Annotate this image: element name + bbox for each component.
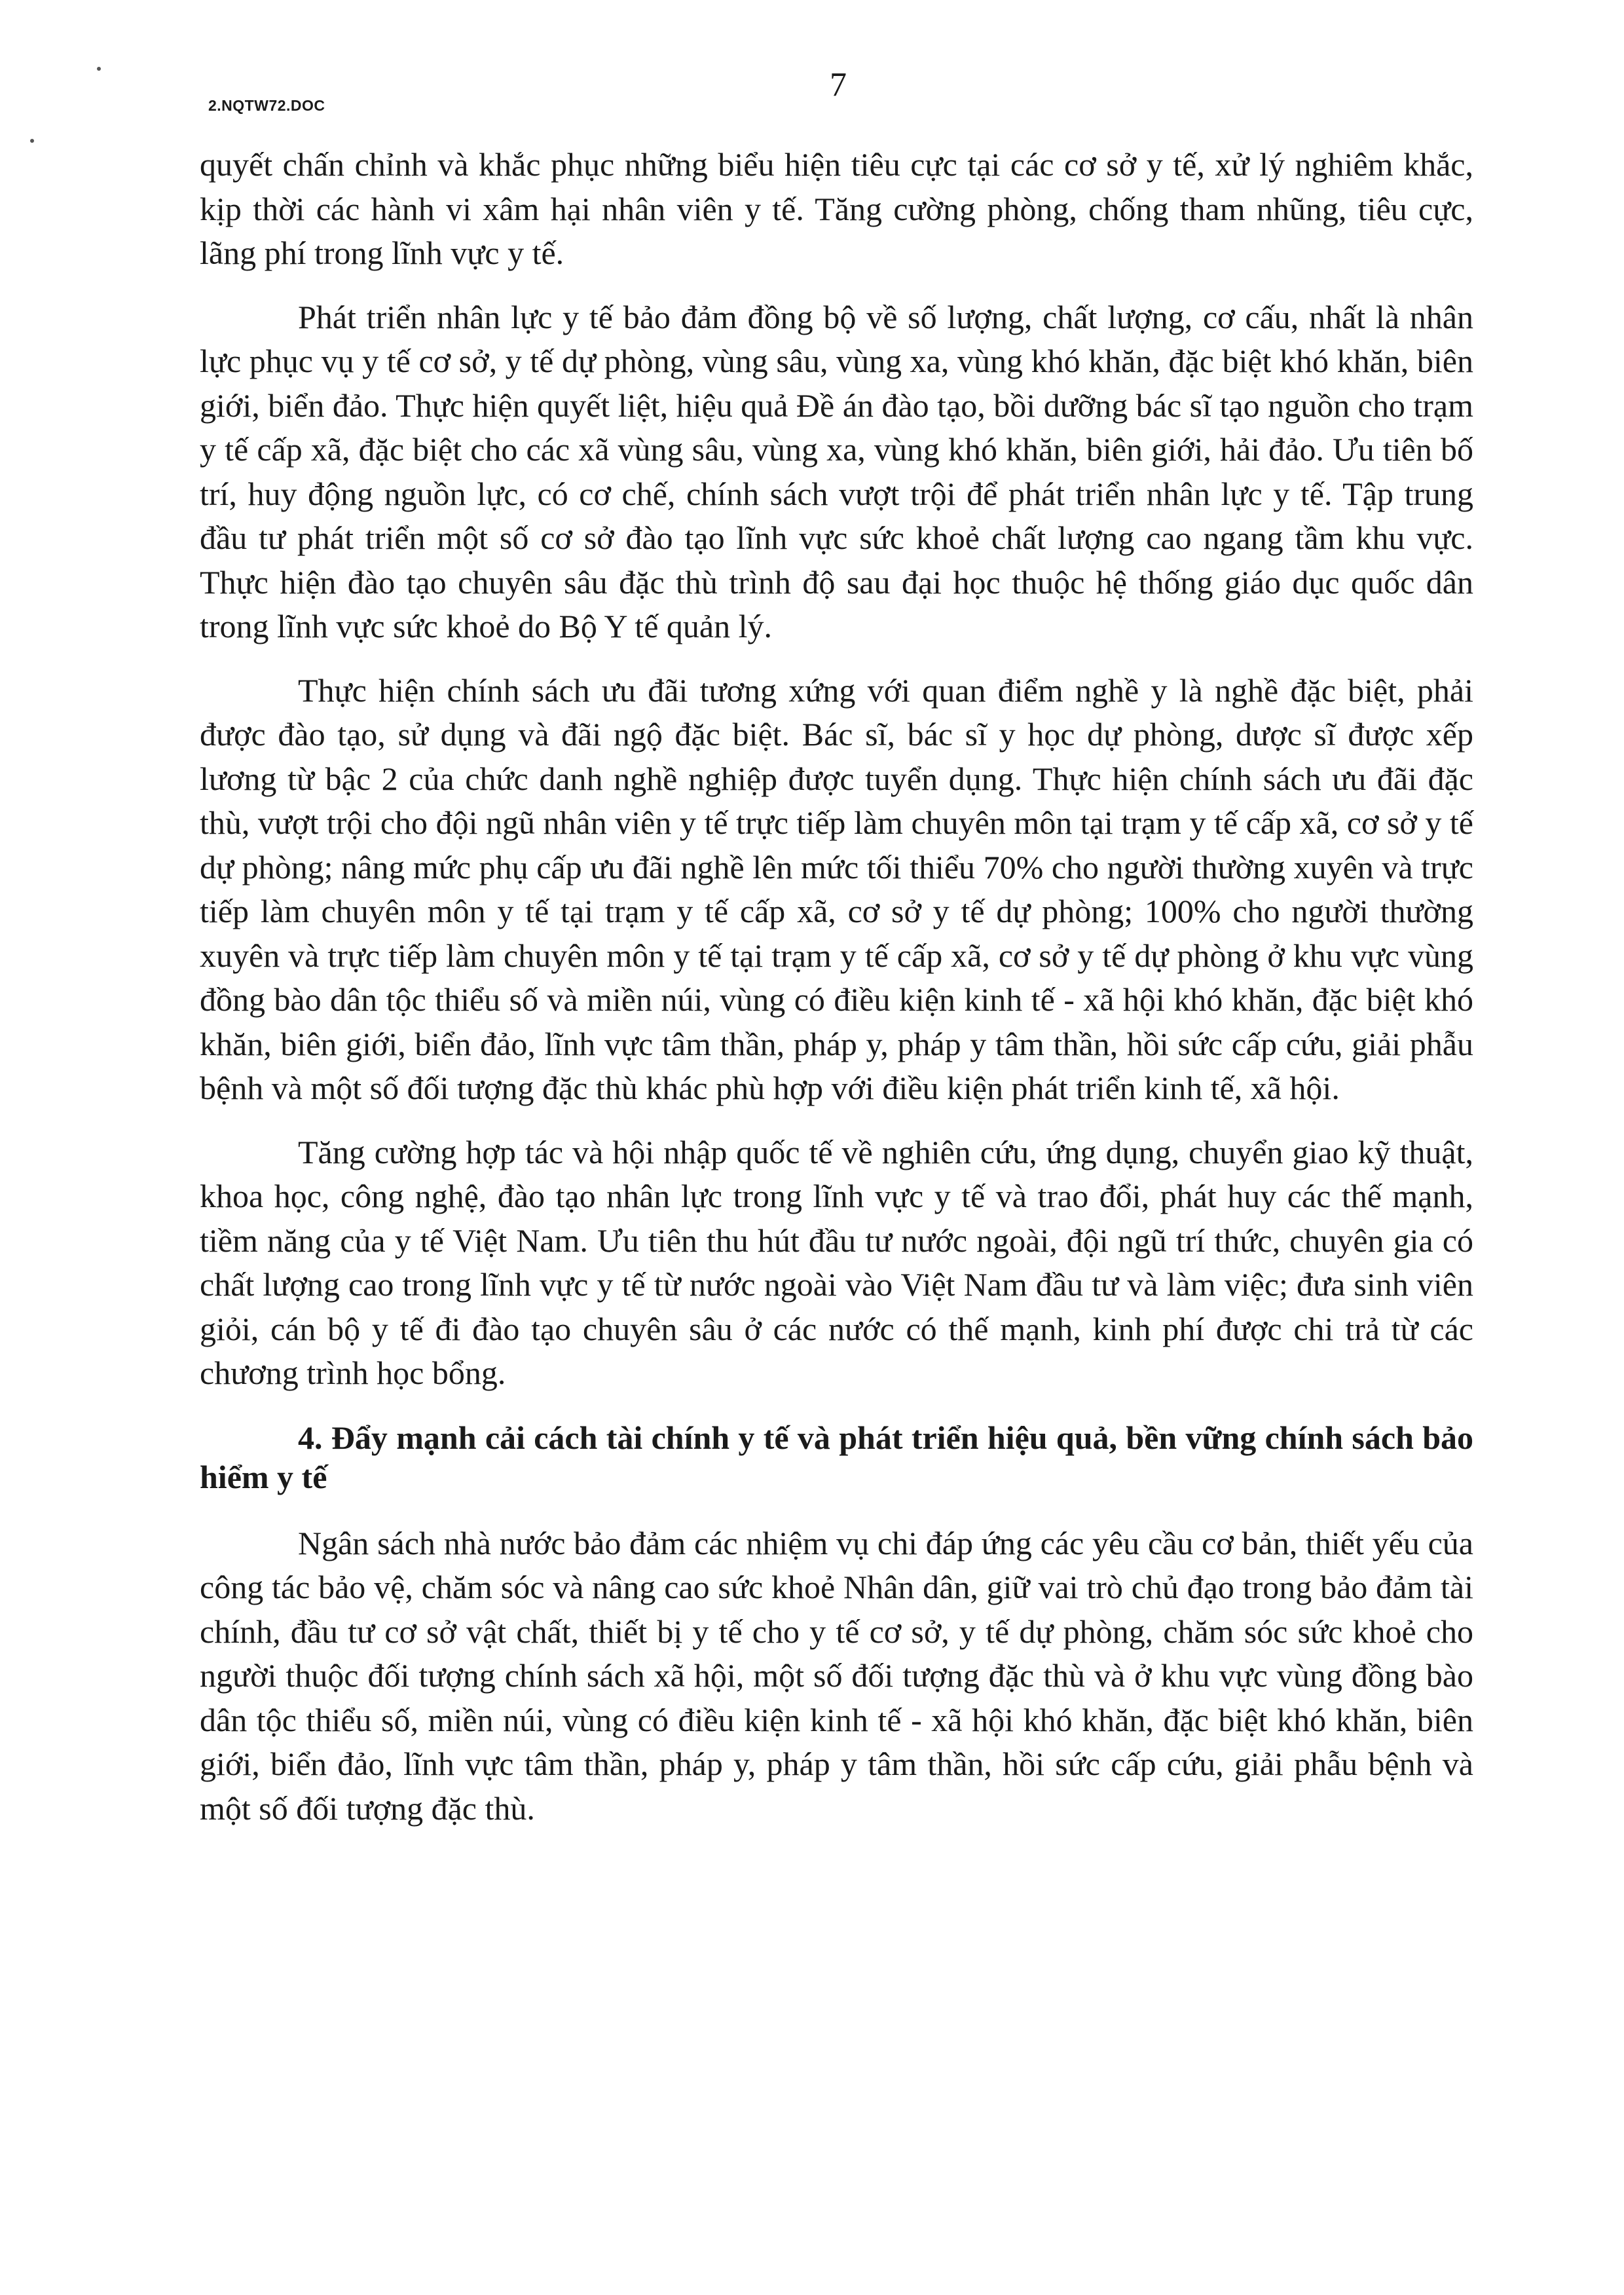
paragraph-state-budget: Ngân sách nhà nước bảo đảm các nhiệm vụ chi đáp ứng các yêu cầu cơ bản, thiết yếu của công tác bảo vệ, chăm sóc và nâng cao sức khoẻ Nhân dân, giữ vai trò chủ đạo trong bảo đảm tài chính, đầu tư cơ sở vật chất, thiết bị y tế cho y tế cơ sở, y tế dự phòng, chăm sóc sức khoẻ cho người thuộc đối tượng chính sách xã hội, một số đối tượng đặc thù và ở khu vực vùng đồng bào dân tộc thiểu số, miền núi, vùng có điều kiện kinh tế - xã hội khó khăn, đặc biệt khó khăn, biên giới, biển đảo, lĩnh vực tâm thần, pháp y, pháp y tâm thần, hồi sức cấp cứu, giải phẫu bệnh và một số đối tượng đặc thù. [200,1524,1473,1827]
page-number: 7 [830,66,847,103]
paragraph-international-cooperation: Tăng cường hợp tác và hội nhập quốc tế về nghiên cứu, ứng dụng, chuyển giao kỹ thuật, khoa học, công nghệ, đào tạo nhân lực trong lĩnh vực y tế và trao đổi, phát huy các thế mạnh, tiềm năng của y tế Việt Nam. Ưu tiên thu hút đầu tư nước ngoài, đội ngũ trí thức, chuyên gia có chất lượng cao trong lĩnh vực y tế từ nước ngoài vào Việt Nam đầu tư và làm việc; đưa sinh viên giỏi, cán bộ y tế đi đào tạo chuyên sâu ở các nước có thế mạnh, kinh phí được chi trả từ các chương trình học bổng. [200,1133,1473,1391]
paragraph-continued: quyết chấn chỉnh và khắc phục những biểu hiện tiêu cực tại các cơ sở y tế, xử lý nghiêm khắc, kịp thời các hành vi xâm hại nhân viên y tế. Tăng cường phòng, chống tham nhũng, tiêu cực, lãng phí trong lĩnh vực y tế. [200,146,1473,271]
document-body [200,143,1473,1850]
file-label: 2.NQTW72.DOC [208,97,325,114]
scan-speck [30,139,34,143]
paragraph-health-workforce: Phát triển nhân lực y tế bảo đảm đồng bộ về số lượng, chất lượng, cơ cấu, nhất là nhân lực phục vụ y tế cơ sở, y tế dự phòng, vùng sâu, vùng xa, vùng khó khăn, đặc biệt khó khăn, biên giới, biển đảo. Thực hiện quyết liệt, hiệu quả Đề án đào tạo, bồi dưỡng bác sĩ tạo nguồn cho trạm y tế cấp xã, đặc biệt cho các xã vùng sâu, vùng xa, vùng khó khăn, biên giới, hải đảo. Ưu tiên bố trí, huy động nguồn lực, có cơ chế, chính sách vượt trội để phát triển nhân lực y tế. Tập trung đầu tư phát triển một số cơ sở đào tạo lĩnh vực sức khoẻ chất lượng cao ngang tầm khu vực. Thực hiện đào tạo chuyên sâu đặc thù trình độ sau đại học thuộc hệ thống giáo dục quốc dân trong lĩnh vực sức khoẻ do Bộ Y tế quản lý. [200,298,1473,644]
section-heading: 4. Đẩy mạnh cải cách tài chính y tế và phát triển hiệu quả, bền vững chính sách bảo hiểm y tế [200,1419,1473,1495]
paragraph-incentive-policy: Thực hiện chính sách ưu đãi tương xứng với quan điểm nghề y là nghề đặc biệt, phải được đào tạo, sử dụng và đãi ngộ đặc biệt. Bác sĩ, bác sĩ y học dự phòng, dược sĩ được xếp lương từ bậc 2 của chức danh nghề nghiệp được tuyển dụng. Thực hiện chính sách ưu đãi đặc thù, vượt trội cho đội ngũ nhân viên y tế trực tiếp làm chuyên môn tại trạm y tế cấp xã, cơ sở y tế dự phòng; nâng mức phụ cấp ưu đãi nghề lên mức tối thiểu 70% cho người thường xuyên và trực tiếp làm chuyên môn y tế tại trạm y tế cấp xã, cơ sở y tế dự phòng; 100% cho người thường xuyên và trực tiếp làm chuyên môn y tế tại trạm y tế cấp xã, cơ sở y tế dự phòng ở khu vực vùng đồng bào dân tộc thiểu số và miền núi, vùng có điều kiện kinh tế - xã hội khó khăn, đặc biệt khó khăn, biên giới, biển đảo, lĩnh vực tâm thần, pháp y, pháp y tâm thần, hồi sức cấp cứu, giải phẫu bệnh và một số đối tượng đặc thù khác phù hợp với điều kiện phát triển kinh tế, xã hội. [200,671,1473,1106]
scan-speck [97,67,101,71]
